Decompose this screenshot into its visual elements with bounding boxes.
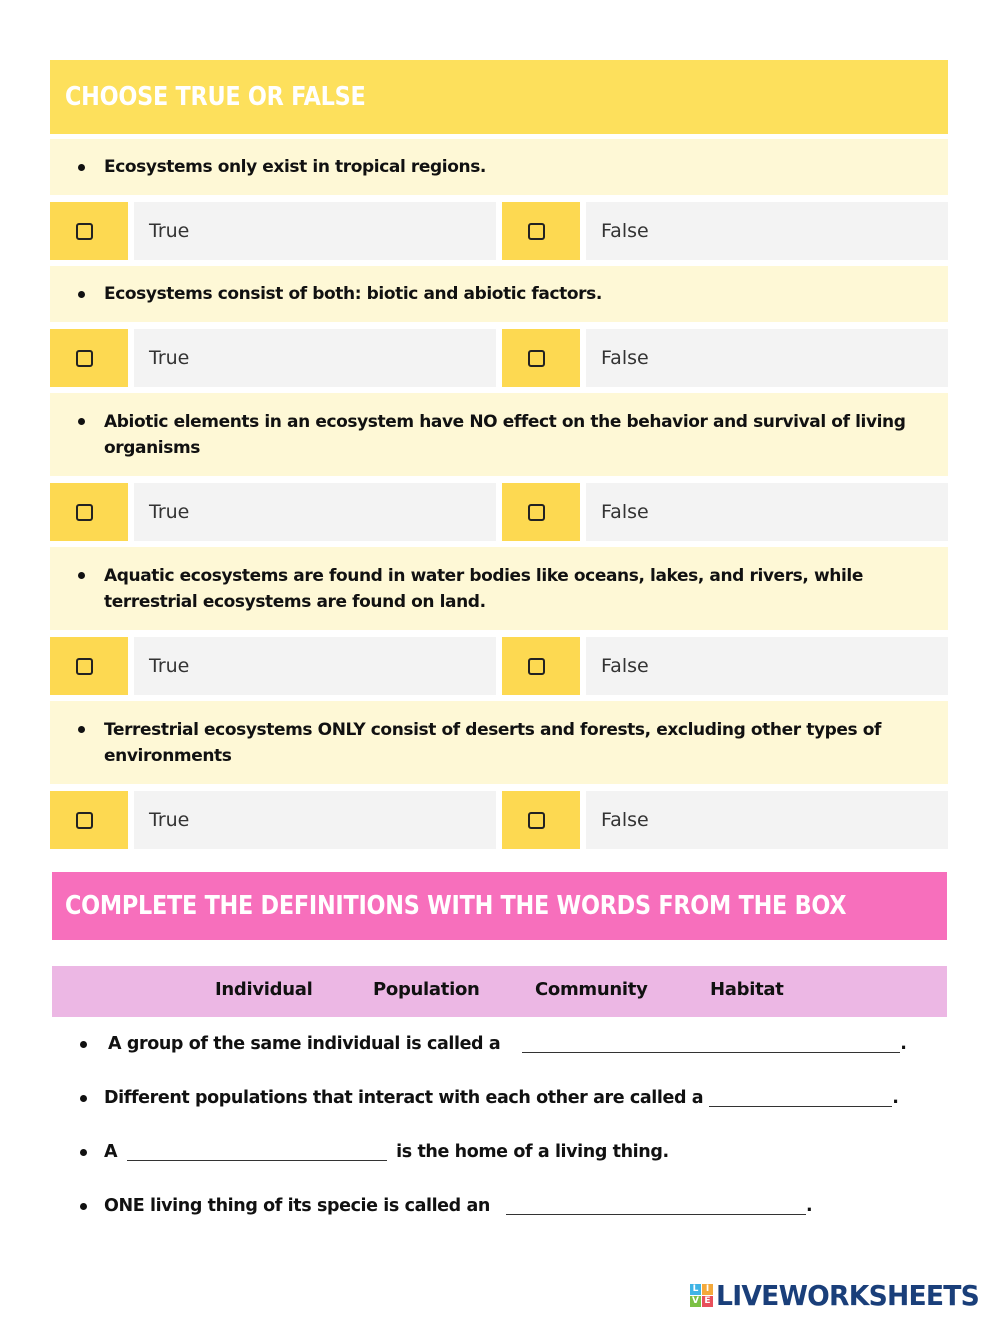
logo-letter-v: V (690, 1296, 701, 1307)
word-individual: Individual (215, 979, 313, 1000)
bullet-icon (80, 1095, 87, 1102)
true-option: True (134, 329, 496, 387)
bullet-icon (78, 572, 85, 579)
answer-blank-1[interactable] (522, 1036, 900, 1053)
question-text: Abiotic elements in an ecosystem have NO effect on the behavior and survival of living organisms (104, 411, 906, 458)
word-box (52, 966, 947, 1017)
false-checkbox-cell (502, 637, 580, 695)
question-text: Aquatic ecosystems are found in water bodies like oceans, lakes, and rivers, while terrestrial ecosystems are found on land. (104, 565, 863, 612)
bullet-icon (78, 418, 85, 425)
definition-text: A group of the same individual is called a (108, 1034, 501, 1054)
question-2 (50, 266, 948, 322)
false-option: False (586, 483, 948, 541)
word-population: Population (373, 979, 480, 1000)
answer-blank-2[interactable] (709, 1090, 892, 1107)
answer-row-5 (50, 791, 948, 849)
bullet-icon (80, 1149, 87, 1156)
bullet-icon (78, 291, 85, 298)
definition-2 (80, 1083, 898, 1113)
true-checkbox-cell (50, 329, 128, 387)
question-text: Ecosystems only exist in tropical regions. (104, 157, 486, 177)
false-checkbox-cell (502, 329, 580, 387)
question-text: Ecosystems consist of both: biotic and abiotic factors. (104, 284, 602, 304)
answer-blank-4[interactable] (506, 1198, 806, 1215)
false-checkbox[interactable] (528, 812, 545, 829)
definition-4 (80, 1191, 812, 1221)
bullet-icon (78, 164, 85, 171)
logo-text: LIVEWORKSHEETS (716, 1278, 980, 1312)
word-habitat: Habitat (710, 979, 784, 1000)
definitions-header (52, 872, 947, 940)
definition-3 (80, 1137, 669, 1167)
false-checkbox-cell (502, 483, 580, 541)
answer-row-1 (50, 202, 948, 260)
answer-row-4 (50, 637, 948, 695)
true-checkbox[interactable] (76, 812, 93, 829)
true-option: True (134, 483, 496, 541)
false-option: False (586, 329, 948, 387)
question-5 (50, 701, 948, 784)
definition-end: is the home of a living thing. (396, 1142, 669, 1162)
false-option: False (586, 202, 948, 260)
true-checkbox-cell (50, 202, 128, 260)
false-checkbox[interactable] (528, 223, 545, 240)
answer-row-3 (50, 483, 948, 541)
definition-text: ONE living thing of its specie is called an (104, 1196, 490, 1216)
true-option: True (134, 637, 496, 695)
true-false-header (50, 60, 948, 134)
true-false-title: CHOOSE TRUE OR FALSE (65, 82, 366, 112)
definition-end: . (892, 1088, 899, 1108)
question-1 (50, 139, 948, 195)
true-option: True (134, 202, 496, 260)
definitions-title: COMPLETE THE DEFINITIONS WITH THE WORDS FROM THE BOX (65, 891, 847, 921)
logo-letter-l: L (690, 1284, 701, 1295)
false-checkbox[interactable] (528, 658, 545, 675)
question-4 (50, 547, 948, 630)
definition-end: . (805, 1196, 813, 1216)
true-checkbox-cell (50, 637, 128, 695)
bullet-icon (80, 1203, 87, 1210)
logo-grid-icon (690, 1284, 713, 1307)
false-checkbox-cell (502, 791, 580, 849)
false-option: False (586, 791, 948, 849)
false-option: False (586, 637, 948, 695)
false-checkbox[interactable] (528, 350, 545, 367)
true-option: True (134, 791, 496, 849)
definition-text: A (104, 1142, 118, 1162)
question-text: Terrestrial ecosystems ONLY consist of deserts and forests, excluding other types of environments (104, 719, 882, 766)
true-checkbox[interactable] (76, 350, 93, 367)
true-checkbox[interactable] (76, 658, 93, 675)
definition-1 (80, 1029, 907, 1059)
question-3 (50, 393, 948, 476)
word-community: Community (535, 979, 648, 1000)
true-checkbox-cell (50, 791, 128, 849)
logo-letter-e: E (702, 1296, 713, 1307)
false-checkbox[interactable] (528, 504, 545, 521)
true-checkbox[interactable] (76, 504, 93, 521)
answer-blank-3[interactable] (127, 1144, 387, 1161)
true-checkbox-cell (50, 483, 128, 541)
bullet-icon (78, 726, 85, 733)
liveworksheets-logo (690, 1279, 993, 1311)
bullet-icon (80, 1041, 87, 1048)
logo-letter-i: I (702, 1284, 713, 1295)
true-checkbox[interactable] (76, 223, 93, 240)
definition-text: Different populations that interact with each other are called a (104, 1088, 704, 1108)
definition-end: . (900, 1034, 907, 1054)
false-checkbox-cell (502, 202, 580, 260)
answer-row-2 (50, 329, 948, 387)
